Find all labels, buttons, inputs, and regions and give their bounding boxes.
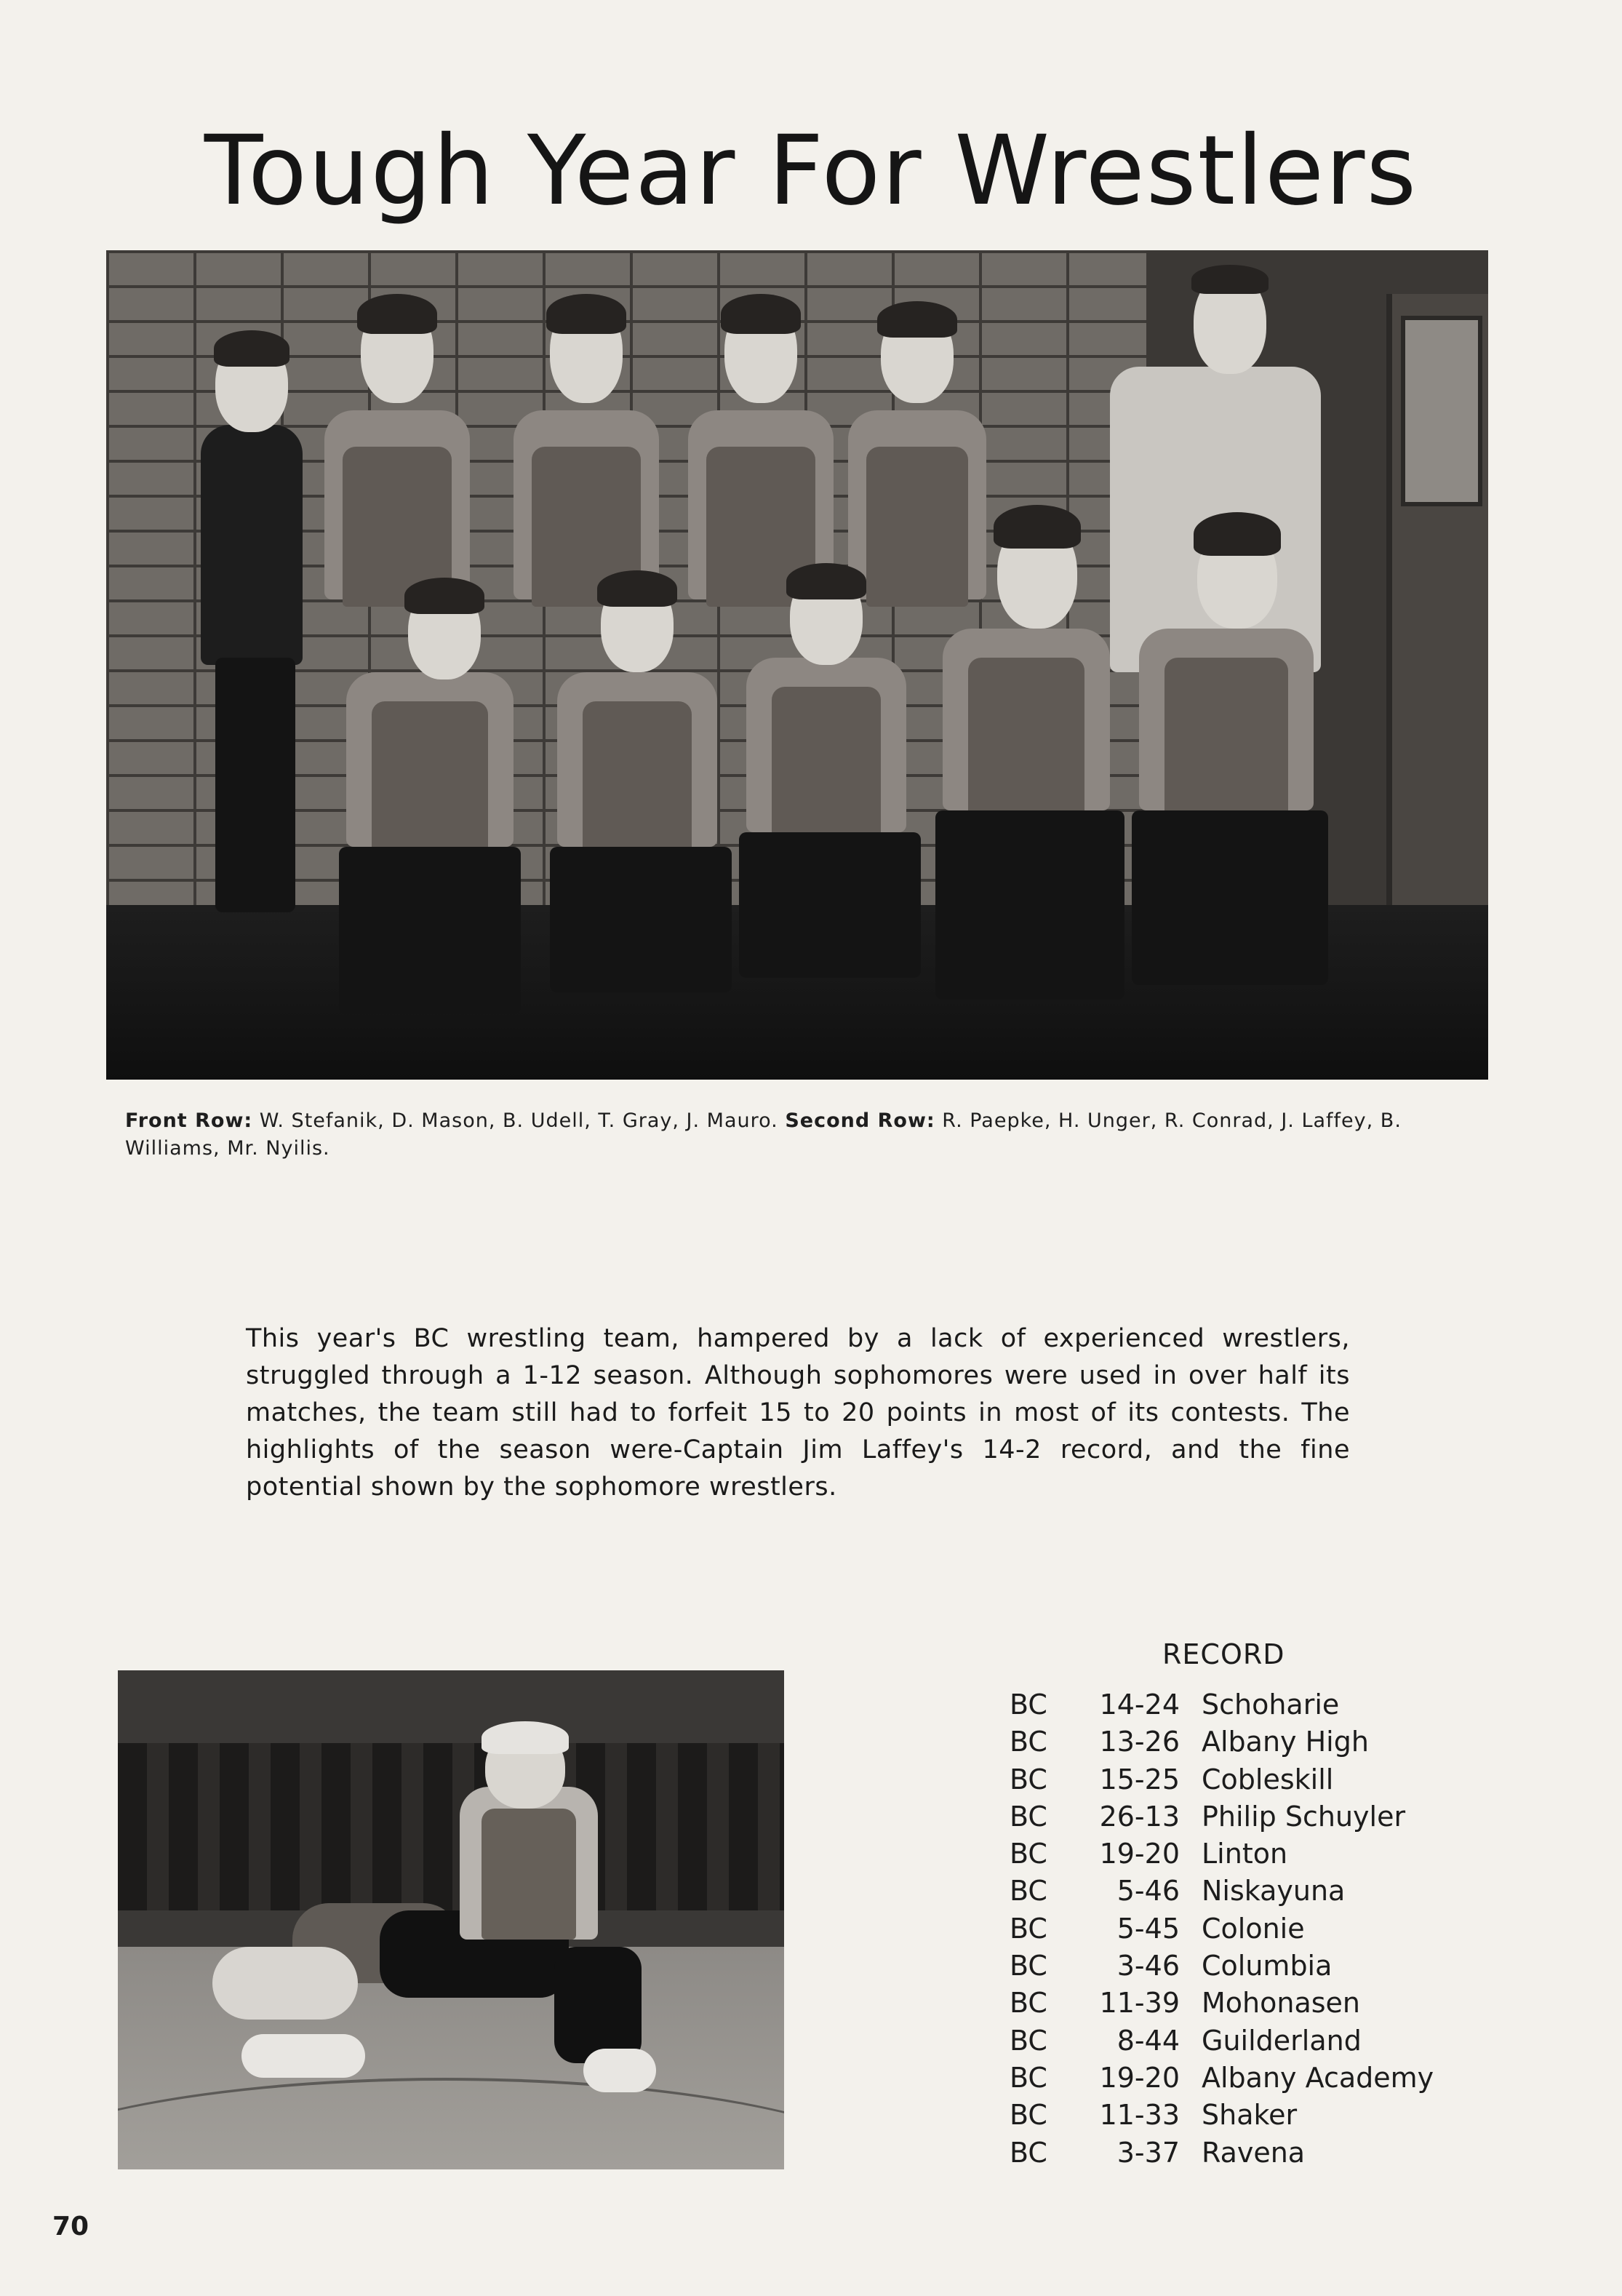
record-opponent: Mohonasen	[1202, 1987, 1360, 2020]
record-score: 13-26	[1099, 1726, 1180, 1758]
caption-front-label: Front Row:	[125, 1109, 253, 1132]
record-team: BC	[1010, 1800, 1047, 1833]
caption-second-names: R. Paepke, H. Unger, R. Conrad, J. Laffey, B. Williams, Mr. Nyilis.	[125, 1109, 1402, 1160]
door-window	[1401, 316, 1482, 506]
record-score: 3-46	[1116, 1950, 1180, 1982]
record-row	[1010, 2060, 1461, 2097]
team-photo	[106, 250, 1488, 1080]
record-score: 26-13	[1099, 1800, 1180, 1833]
record-row	[1010, 1948, 1461, 1985]
record-row	[1010, 2134, 1461, 2172]
photo-caption	[125, 1107, 1456, 1163]
record-score: 14-24	[1099, 1689, 1180, 1721]
record-team: BC	[1010, 1763, 1047, 1795]
record-score: 5-46	[1116, 1875, 1180, 1908]
record-table	[1010, 1686, 1461, 2172]
caption-second-label: Second Row:	[785, 1109, 935, 1132]
record-opponent: Guilderland	[1202, 2024, 1362, 2057]
record-score: 3-37	[1116, 2136, 1180, 2169]
page-number: 70	[52, 2212, 89, 2241]
record-team: BC	[1010, 2099, 1047, 2132]
record-team: BC	[1010, 1950, 1047, 1982]
record-opponent: Cobleskill	[1202, 1763, 1334, 1795]
record-row	[1010, 1985, 1461, 2022]
caption-front-names: W. Stefanik, D. Mason, B. Udell, T. Gray, J. Mauro.	[252, 1109, 786, 1132]
record-score: 15-25	[1099, 1763, 1180, 1795]
record-row	[1010, 1873, 1461, 1910]
record-score: 11-33	[1099, 2099, 1180, 2132]
record-row	[1010, 2022, 1461, 2060]
record-team: BC	[1010, 2136, 1047, 2169]
record-team: BC	[1010, 1838, 1047, 1870]
record-team: BC	[1010, 1987, 1047, 2020]
record-team: BC	[1010, 1726, 1047, 1758]
record-row	[1010, 1686, 1461, 1723]
crowd	[118, 1743, 784, 1910]
record-team: BC	[1010, 1912, 1047, 1945]
record-score: 11-39	[1099, 1987, 1180, 2020]
record-opponent: Ravena	[1202, 2136, 1306, 2169]
record-team: BC	[1010, 2024, 1047, 2057]
record-opponent: Albany Academy	[1202, 2061, 1434, 2094]
record-team: BC	[1010, 1689, 1047, 1721]
record-team: BC	[1010, 2061, 1047, 2094]
record-score: 19-20	[1099, 1838, 1180, 1870]
record-title: RECORD	[1162, 1638, 1285, 1670]
record-row	[1010, 1761, 1461, 1798]
record-row	[1010, 1910, 1461, 1948]
page-title: Tough Year For Wrestlers	[204, 115, 1418, 228]
record-opponent: Albany High	[1202, 1726, 1369, 1758]
record-opponent: Colonie	[1202, 1912, 1305, 1945]
record-row	[1010, 2097, 1461, 2134]
record-opponent: Schoharie	[1202, 1689, 1340, 1721]
record-row	[1010, 1723, 1461, 1761]
article-paragraph: This year's BC wrestling team, hampered by a lack of experienced wrestlers, struggled through a 1-12 season. Although sophomores were used in over half its matches, the team still had to forfeit 15 to 20 points in most of its contests. The highlights of the season were-Captain Jim Laffey's 14-2 record, and the fine potential shown by the sophomore wrestlers.	[246, 1324, 1350, 1502]
record-opponent: Linton	[1202, 1838, 1288, 1870]
action-photo	[118, 1670, 784, 2169]
record-opponent: Philip Schuyler	[1202, 1800, 1406, 1833]
record-score: 8-44	[1116, 2024, 1180, 2057]
record-score: 19-20	[1099, 2061, 1180, 2094]
record-row	[1010, 1798, 1461, 1835]
record-row	[1010, 1835, 1461, 1873]
record-opponent: Columbia	[1202, 1950, 1333, 1982]
record-score: 5-45	[1116, 1912, 1180, 1945]
record-team: BC	[1010, 1875, 1047, 1908]
record-opponent: Niskayuna	[1202, 1875, 1346, 1908]
record-opponent: Shaker	[1202, 2099, 1298, 2132]
